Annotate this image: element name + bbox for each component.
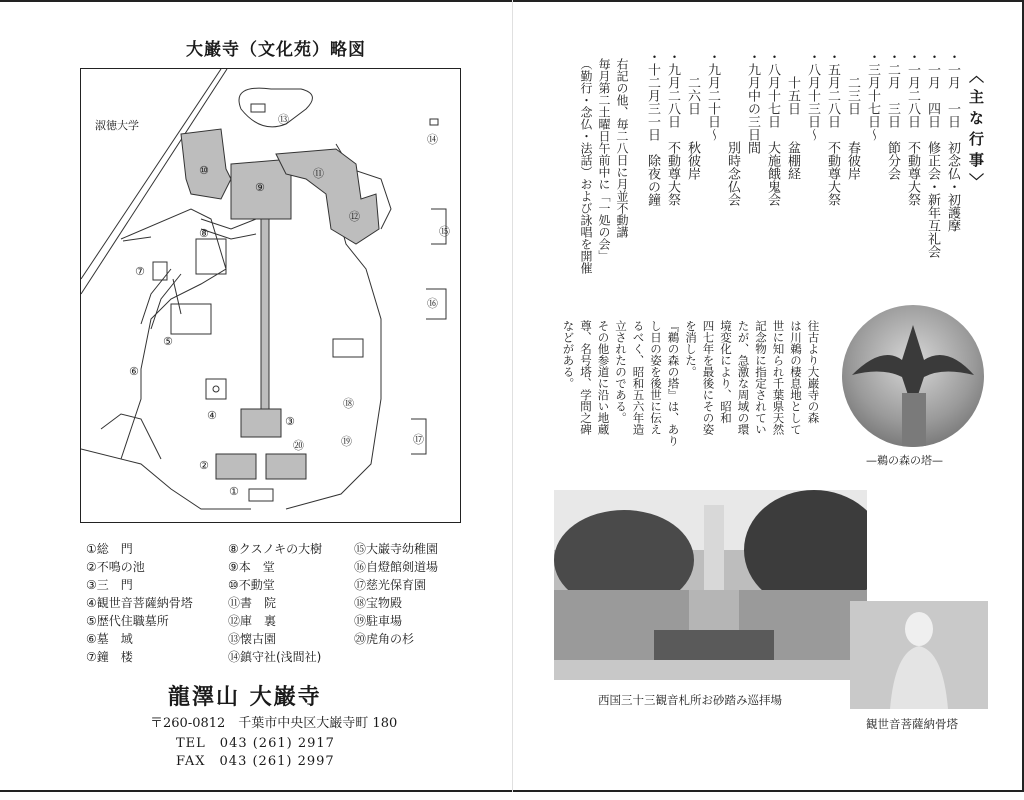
event-line: ・九月中の三日間 (745, 50, 760, 154)
map-marker-14: ⑭ (427, 133, 438, 146)
story-line: 往古より大巌寺の森 (806, 320, 821, 424)
event-line: ・九月二十日～ (705, 50, 720, 141)
story-line: は川鵜の棲息地として (789, 320, 803, 435)
map-marker-18: ⑱ (343, 397, 354, 410)
event-line: ・一月 四日 修正会・新年互礼会 (925, 50, 940, 258)
event-line: 右記の他、毎二八日に月並不動講 (615, 58, 629, 238)
map-marker-10: ⑩ (199, 164, 209, 177)
map-marker-9: ⑨ (255, 181, 265, 194)
story-line: 境変化により、昭和 (719, 320, 733, 424)
legend-item: ⑦鐘 楼 (86, 650, 133, 664)
legend-item: ⑪書 院 (228, 596, 277, 610)
legend-item: ⑯自燈館剣道場 (354, 560, 439, 574)
temple-fax: FAX 043 (261) 2997 (176, 754, 335, 769)
event-line: ・一月二八日 不動尊大祭 (905, 50, 920, 206)
legend-item: ⑨本 堂 (228, 560, 275, 574)
circle-photo-caption: —鵜の森の塔— (866, 454, 943, 467)
event-line: ・十二月三一日 除夜の鐘 (645, 50, 660, 206)
cormorant-statue-image (842, 305, 984, 447)
map-marker-13: ⑬ (278, 113, 289, 126)
legend-column-1 (86, 540, 221, 666)
map-marker-17: ⑰ (413, 433, 424, 446)
kannon-statue-image (850, 601, 988, 709)
event-line: 十五日 盆棚経 (785, 50, 800, 180)
map-marker-3: ③ (285, 415, 295, 428)
legend-item: ⑤歴代住職墓所 (86, 614, 169, 628)
legend-item: ④観世音菩薩納骨塔 (86, 596, 193, 610)
event-line: ・九月二八日 不動尊大祭 (665, 50, 680, 206)
map-marker-1: ① (229, 485, 239, 498)
event-line: 毎月第二土曜日午前中に「一処の会」 (597, 58, 611, 262)
legend-column-2 (228, 540, 363, 666)
legend-item: ⑬懐古園 (228, 632, 277, 646)
legend-column-3 (354, 540, 489, 648)
map-drawing (81, 69, 462, 524)
event-line: 二三日 春彼岸 (845, 50, 860, 180)
map-title: 大巌寺（文化苑）略図 (186, 40, 366, 60)
legend-item: ⑰慈光保育園 (354, 578, 427, 592)
ossuary-photo (850, 601, 988, 709)
story-line: 記念物に指定されてい (754, 320, 768, 435)
event-line: ・五月二八日 不動尊大祭 (825, 50, 840, 206)
events-heading: 〈主な行事〉 (967, 68, 985, 194)
legend-item: ⑫庫 裏 (228, 614, 277, 628)
story-line: るべく、昭和五六年造 (631, 320, 646, 435)
pilgrimage-caption: 西国三十三観音札所お砂踏み巡拝場 (598, 693, 782, 707)
legend-item: ②不鳴の池 (86, 560, 145, 574)
event-line: （勤行・念仏・法話）および詠唱を開催 (579, 58, 593, 274)
legend-item: ⑥墓 域 (86, 632, 133, 646)
legend-item: ⑳虎角の杉 (354, 632, 415, 646)
event-line: ・二月 三日 節分会 (885, 50, 900, 180)
map-marker-16: ⑯ (427, 297, 438, 310)
map-marker-11: ⑪ (313, 167, 324, 180)
map-marker-8: ⑧ (199, 227, 209, 240)
event-line: ・八月十七日 大施餓鬼会 (765, 50, 780, 206)
temple-tel: TEL 043 (261) 2917 (176, 736, 335, 751)
cormorant-tower-photo (842, 305, 984, 447)
map-marker-19: ⑲ (341, 435, 352, 448)
legend-item: ⑲駐車場 (354, 614, 403, 628)
story-line: を消した。 (684, 320, 698, 378)
map-marker-4: ④ (207, 409, 217, 422)
story-line: たが、急激な周域の環 (736, 320, 751, 435)
story-line: 世に知られ千葉県天然 (771, 320, 786, 435)
story-text (560, 320, 824, 447)
temple-address: 〒260-0812 千葉市中央区大巌寺町 180 (150, 716, 398, 731)
map-marker-2: ② (199, 459, 209, 472)
story-line: 『鵜の森の塔』は、あり (666, 320, 681, 447)
legend-item: ③三 門 (86, 578, 133, 592)
map-marker-12: ⑫ (349, 210, 360, 223)
story-line: 立されたのである。 (614, 320, 628, 424)
map-marker-15: ⑮ (439, 225, 450, 238)
legend-item: ①総 門 (86, 542, 133, 556)
event-line: 二六日 秋彼岸 (685, 50, 700, 180)
legend-item: ⑭鎮守社(浅間社) (228, 650, 322, 664)
temple-name: 龍澤山 大巌寺 (168, 684, 322, 710)
legend-item: ⑱宝物殿 (354, 596, 403, 610)
event-line: ・三月十七日～ (865, 50, 880, 141)
story-line: その他参道に沿い地蔵 (596, 320, 611, 435)
page-fold (512, 0, 513, 792)
story-line: し日の姿を後世に伝え (649, 320, 663, 435)
map-marker-7: ⑦ (135, 265, 145, 278)
pilgrimage-photo (554, 490, 867, 680)
story-line: などがある。 (561, 320, 576, 389)
pilgrimage-image (554, 490, 867, 680)
map-marker-5: ⑤ (163, 335, 173, 348)
legend-item: ⑩不動堂 (228, 578, 275, 592)
map-marker-20: ⑳ (293, 439, 304, 452)
temple-map (80, 68, 461, 523)
event-line: 別時念仏会 (725, 50, 740, 206)
map-label-university: 淑徳大学 (95, 119, 139, 132)
map-legend (86, 540, 476, 670)
legend-item: ⑮大巌寺幼稚園 (354, 542, 439, 556)
legend-item: ⑧クスノキの大樹 (228, 542, 323, 556)
story-line: 四七年を最後にその姿 (701, 320, 716, 435)
event-line: ・八月十三日～ (805, 50, 820, 141)
map-marker-6: ⑥ (129, 365, 139, 378)
story-line: 尊、名号塔、学問之碑 (579, 320, 593, 435)
event-line: ・一月 一日 初念仏・初護摩 (945, 50, 960, 232)
ossuary-caption: 観世音菩薩納骨塔 (866, 717, 958, 731)
